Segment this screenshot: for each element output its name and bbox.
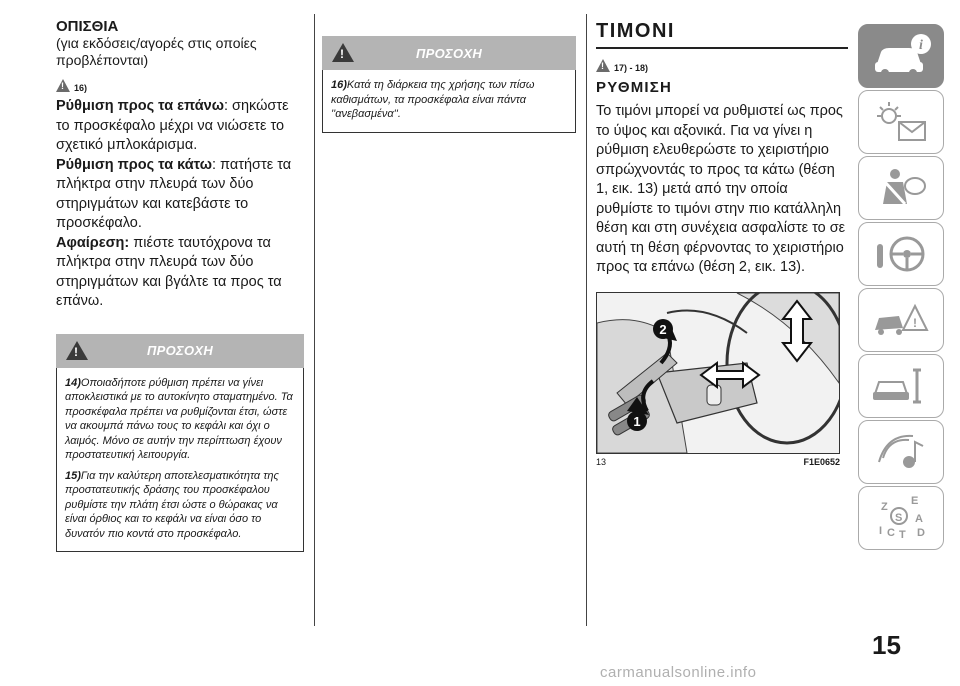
text-lower: : πατήστε τα πλήκτρα στην πλευρά των δύο στηριγμάτων και κατεβάστε το προσκέφαλο. <box>56 156 292 231</box>
warning-triangle-icon: ! <box>66 341 88 360</box>
paragraph-remove <box>56 234 304 312</box>
steering-wheel-key-icon[interactable] <box>858 222 944 286</box>
warning-text: Κατά τη διάρκεια της χρήσης των πίσω καθισμάτων, τα προσκέφαλα είναι πάντα ''ανεβασμένα''. <box>331 79 535 120</box>
heading-note: (για εκδόσεις/αγορές στις οποίες προβλέπονται) <box>56 35 257 68</box>
car-info-icon[interactable] <box>858 24 944 88</box>
text-remove: πιέστε ταυτόχρονα τα πλήκτρα στην πλευρά των δύο στηριγμάτων και βγάλτε τα προς τα επάνω. <box>56 234 282 309</box>
warning-item-16 <box>331 78 567 122</box>
steering-instructions: Το τιμόνι μπορεί να ρυθμιστεί ως προς το ύψος και αξονικά. Για να γίνει η ρύθμιση ελευθερώστε το χειριστήριο σπρώχνοντάς το προς τα κάτω (θέση 1, εικ. 13) μετά από την οποία ρυθμίστε το τιμόνι στην πιο κατάλληλη θέση και στη συνέχεια ασφαλίστε το σε αυτή τη θέση φέρνοντας το χειριστήριο προς τα επάνω (θέση 2, εικ. 13). <box>596 103 846 275</box>
figure-caption <box>596 457 840 467</box>
warning-title: ΠΡΟΣΟΧΗ <box>415 45 483 61</box>
warning-bar <box>322 36 576 70</box>
warning-number: 14) <box>65 376 81 389</box>
car-crash-warning-icon[interactable] <box>858 288 944 352</box>
steering-adjustment-figure <box>596 292 840 454</box>
warning-title: ΠΡΟΣΟΧΗ <box>146 343 214 358</box>
subsection-title-adjustment: ΡΥΘΜΙΣΗ <box>596 79 673 96</box>
warning-reference <box>596 55 848 75</box>
warning-text: Για την καλύτερη αποτελεσματικότητα της προστατευτικής δράσης του προσκέφαλου ρυθμίστε την πλάτη έτσι ώστε ο θώρακας να είναι όρθιος και το κεφάλι να είναι όσο το δυνατόν πιο κοντά στο προσκέφαλο. <box>65 469 279 540</box>
paragraph-lower <box>56 156 304 234</box>
reference-numbers: 17) - 18) <box>614 63 649 73</box>
index-letter: E <box>911 495 919 507</box>
warning-triangle-icon: ! <box>332 43 354 62</box>
multimedia-music-icon[interactable] <box>858 420 944 484</box>
column-divider-1 <box>314 14 315 626</box>
index-letter: D <box>917 527 925 539</box>
warning-box <box>56 368 304 553</box>
chapter-sidebar <box>858 24 954 552</box>
reference-number: 16) <box>74 83 88 93</box>
figure-code: F1E0652 <box>803 456 840 467</box>
steering-column-illustration <box>597 293 839 453</box>
paragraph-raise <box>56 97 304 156</box>
index-letter: C <box>887 527 895 539</box>
warning-box <box>322 70 576 133</box>
warning-panel-left <box>56 334 304 553</box>
warning-number: 16) <box>331 79 347 91</box>
warning-bar <box>56 334 304 368</box>
warning-number: 15) <box>65 469 81 482</box>
term-lower: Ρύθμιση προς τα κάτω <box>56 156 212 173</box>
callout-2: 2 <box>659 321 667 337</box>
text-raise: : σηκώστε το προσκέφαλο μέχρι να νιώσετε το σχετικό μπλοκάρισμα. <box>56 98 289 153</box>
warning-item-14 <box>65 376 295 463</box>
section-title-steering: ΤΙΜΟΝΙ <box>596 20 848 49</box>
car-service-wrench-icon[interactable] <box>858 354 944 418</box>
watermark: carmanualsonline.info <box>600 664 757 681</box>
warning-text: Οποιαδήποτε ρύθμιση πρέπει να γίνει αποκλειστικά με το αυτοκίνητο σταματημένο. Τα προσκέφαλα πρέπει να ρυθμίζονται έτσι, ώστε να ακουμπά πάνω τους το κεφάλι και όχι ο λαιμός. Μόνο σε αυτήν την περίπτωση έχουν προστατευτική λειτουργία. <box>65 376 293 461</box>
warning-item-15 <box>65 469 295 542</box>
warning-triangle-icon <box>596 59 610 72</box>
figure-number: 13 <box>596 456 607 467</box>
term-raise: Ρύθμιση προς τα επάνω <box>56 98 224 114</box>
column-divider-2 <box>586 14 587 626</box>
middle-column <box>322 36 576 133</box>
left-column <box>56 0 304 552</box>
alphabetical-index-icon[interactable] <box>858 486 944 550</box>
page-number: 15 <box>872 630 901 660</box>
index-letter: Z <box>881 501 888 513</box>
index-letter: S <box>895 512 903 524</box>
airbag-seatbelt-icon[interactable] <box>858 156 944 220</box>
warning-triangle-icon <box>56 79 70 92</box>
term-remove: Αφαίρεση: <box>56 234 130 251</box>
right-column <box>596 0 848 467</box>
callout-1: 1 <box>633 413 641 429</box>
index-letter: I <box>879 525 883 537</box>
warning-reference <box>56 75 304 95</box>
svg-text:!: ! <box>913 316 917 330</box>
svg-text:i: i <box>919 38 923 53</box>
section-heading-rear: ΟΠΙΣΘΙΑ <box>56 18 119 35</box>
index-letter: A <box>915 513 923 525</box>
index-letter: T <box>899 529 906 541</box>
lights-messages-icon[interactable] <box>858 90 944 154</box>
